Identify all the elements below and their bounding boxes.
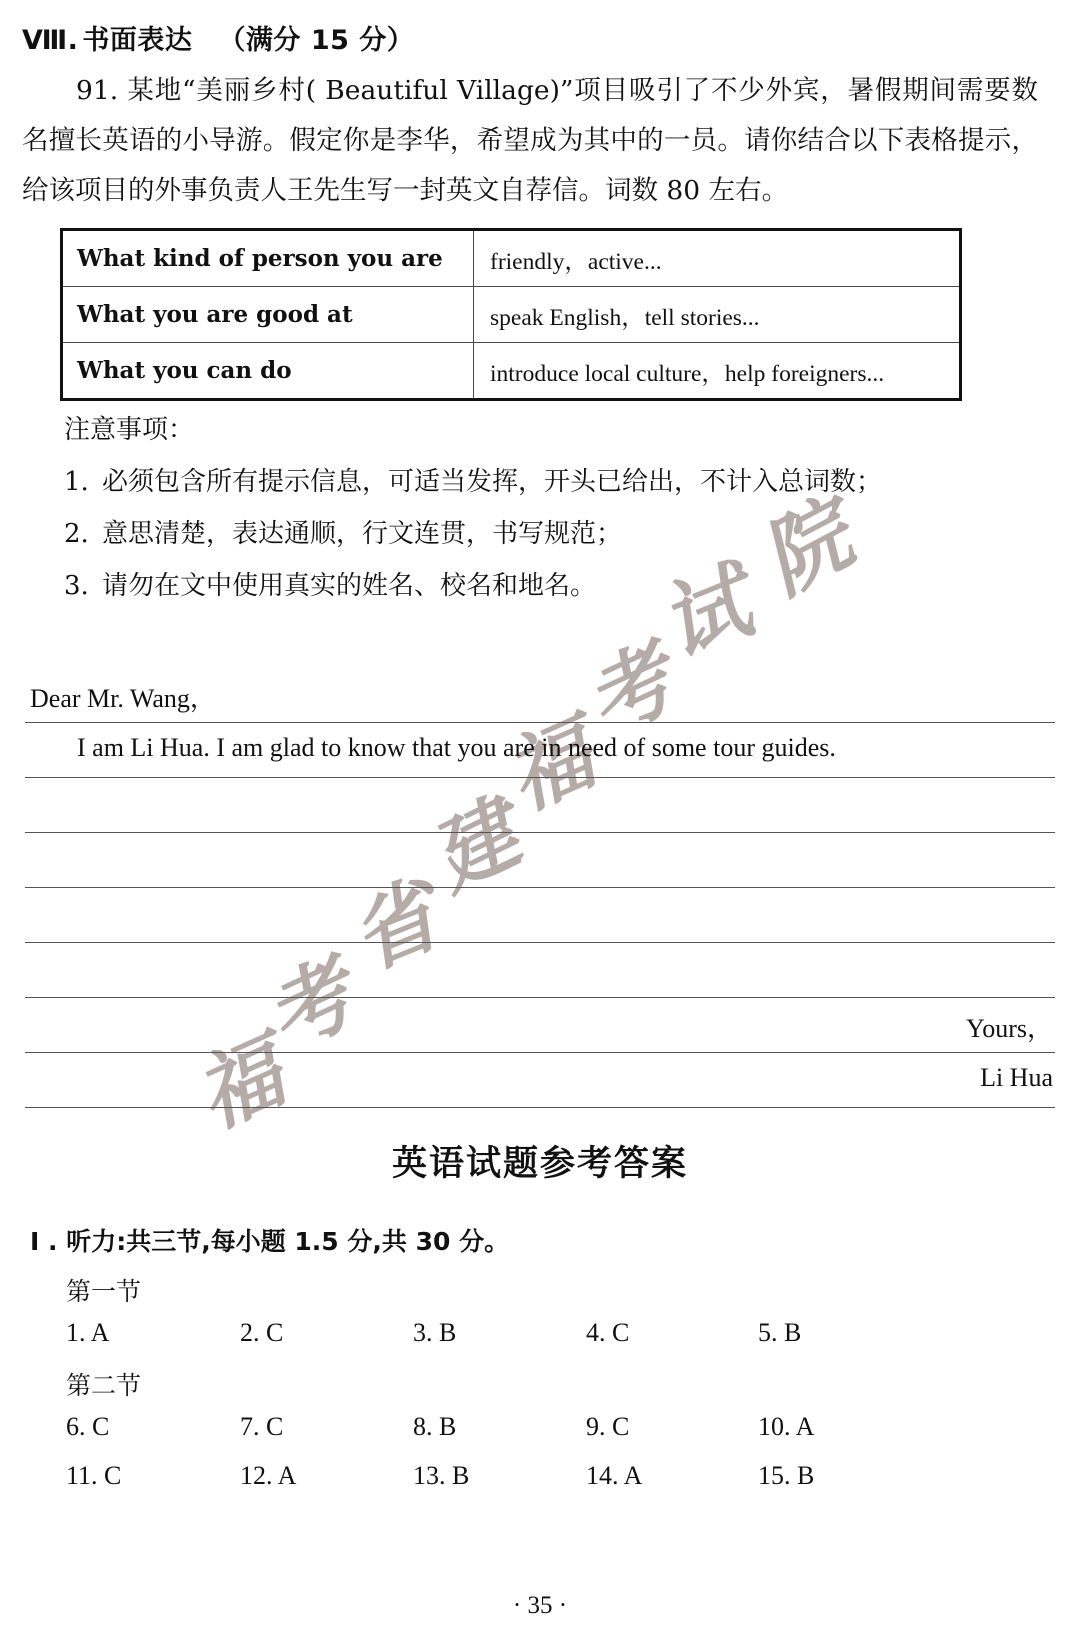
answer-cell: 12. A <box>240 1461 297 1490</box>
watermark-character: 福 <box>180 1021 298 1147</box>
writing-line <box>25 1107 1055 1108</box>
answer-cell: 11. C <box>66 1461 122 1490</box>
watermark-character: 建 <box>415 782 535 909</box>
answer-cell: 1. A <box>66 1318 110 1347</box>
note-text: 意思清楚，表达通顺，行文连贯，书写规范； <box>102 519 623 549</box>
answer-cell: 5. B <box>758 1318 802 1347</box>
answer-cell: 9. C <box>586 1412 630 1441</box>
listening-section-heading: Ⅰ . 听力:共三节,每小题 1.5 分,共 30 分。 <box>30 1227 510 1256</box>
table-row <box>62 230 961 287</box>
writing-line <box>25 722 1055 723</box>
notes-title: 注意事项： <box>64 415 195 445</box>
answer-cell: 6. C <box>66 1412 110 1441</box>
answer-cell: 14. A <box>586 1461 643 1490</box>
notes-block <box>64 404 1024 612</box>
watermark-character: 考 <box>570 628 689 754</box>
table-cell-label: What you are good at <box>62 287 474 343</box>
table-row <box>62 287 961 343</box>
letter-body-first-line: I am Li Hua. I am glad to know that you are in need of some tour guides. <box>77 733 836 762</box>
answer-key-title: 英语试题参考答案 <box>391 1144 688 1184</box>
answer-cell: 8. B <box>413 1412 457 1441</box>
table-cell-value: speak English，tell stories... <box>474 287 961 343</box>
table-cell-value: introduce local culture，help foreigners... <box>474 343 961 400</box>
watermark-character: 试 <box>647 551 765 677</box>
answer-cell: 2. C <box>240 1318 284 1347</box>
letter-closing: Yours， <box>966 1014 1053 1043</box>
answer-cell: 4. C <box>586 1318 630 1347</box>
writing-line <box>25 777 1055 778</box>
answer-cell: 3. B <box>413 1318 457 1347</box>
writing-line <box>25 887 1055 888</box>
section-heading <box>22 18 414 57</box>
note-item <box>64 456 1024 508</box>
table-cell-label: What kind of person you are <box>62 230 474 287</box>
note-number: 1. <box>64 467 89 497</box>
watermark-character: 福 <box>490 703 608 829</box>
note-text: 必须包含所有提示信息，可适当发挥，开头已给出，不计入总词数； <box>102 467 883 497</box>
section-score: （满分 15 分） <box>218 25 415 56</box>
table-row <box>62 343 961 400</box>
prompt-paragraph: 91. 某地“美丽乡村( Beautiful Village)”项目吸引了不少外宾，暑假期间需要数名擅长英语的小导游。假定你是李华，希望成为其中的一员。请你结合以下表格提示，给该项目的外事负责人王先生写一封英文自荐信。词数 80 左右。 <box>22 75 1038 206</box>
section-title: 书面表达 <box>82 25 193 56</box>
section-number: Ⅷ. <box>22 25 79 56</box>
note-text: 请勿在文中使用真实的姓名、校名和地名。 <box>102 571 597 601</box>
watermark-character: 省 <box>336 864 452 988</box>
watermark-character: 院 <box>744 483 869 614</box>
note-number: 2. <box>64 519 89 549</box>
writing-line <box>25 997 1055 998</box>
letter-writing-area[interactable] <box>25 672 1055 1112</box>
note-number: 3. <box>64 571 89 601</box>
note-item <box>64 508 1024 560</box>
subsection-label-1: 第一节 <box>66 1277 142 1306</box>
watermark-character: 考 <box>250 943 369 1069</box>
table-cell-label: What you can do <box>62 343 474 400</box>
letter-signature: Li Hua <box>980 1063 1053 1092</box>
writing-line <box>25 942 1055 943</box>
answer-cell: 7. C <box>240 1412 284 1441</box>
hint-table <box>60 228 962 401</box>
note-item <box>64 560 1024 612</box>
letter-salutation: Dear Mr. Wang， <box>30 684 216 713</box>
answer-cell: 15. B <box>758 1461 815 1490</box>
table-cell-value: friendly，active... <box>474 230 961 287</box>
page-number: · 35 · <box>512 1592 568 1619</box>
writing-line <box>25 832 1055 833</box>
writing-line <box>25 1052 1055 1053</box>
subsection-label-2: 第二节 <box>66 1371 142 1400</box>
answer-cell: 10. A <box>758 1412 815 1441</box>
answer-cell: 13. B <box>413 1461 470 1490</box>
